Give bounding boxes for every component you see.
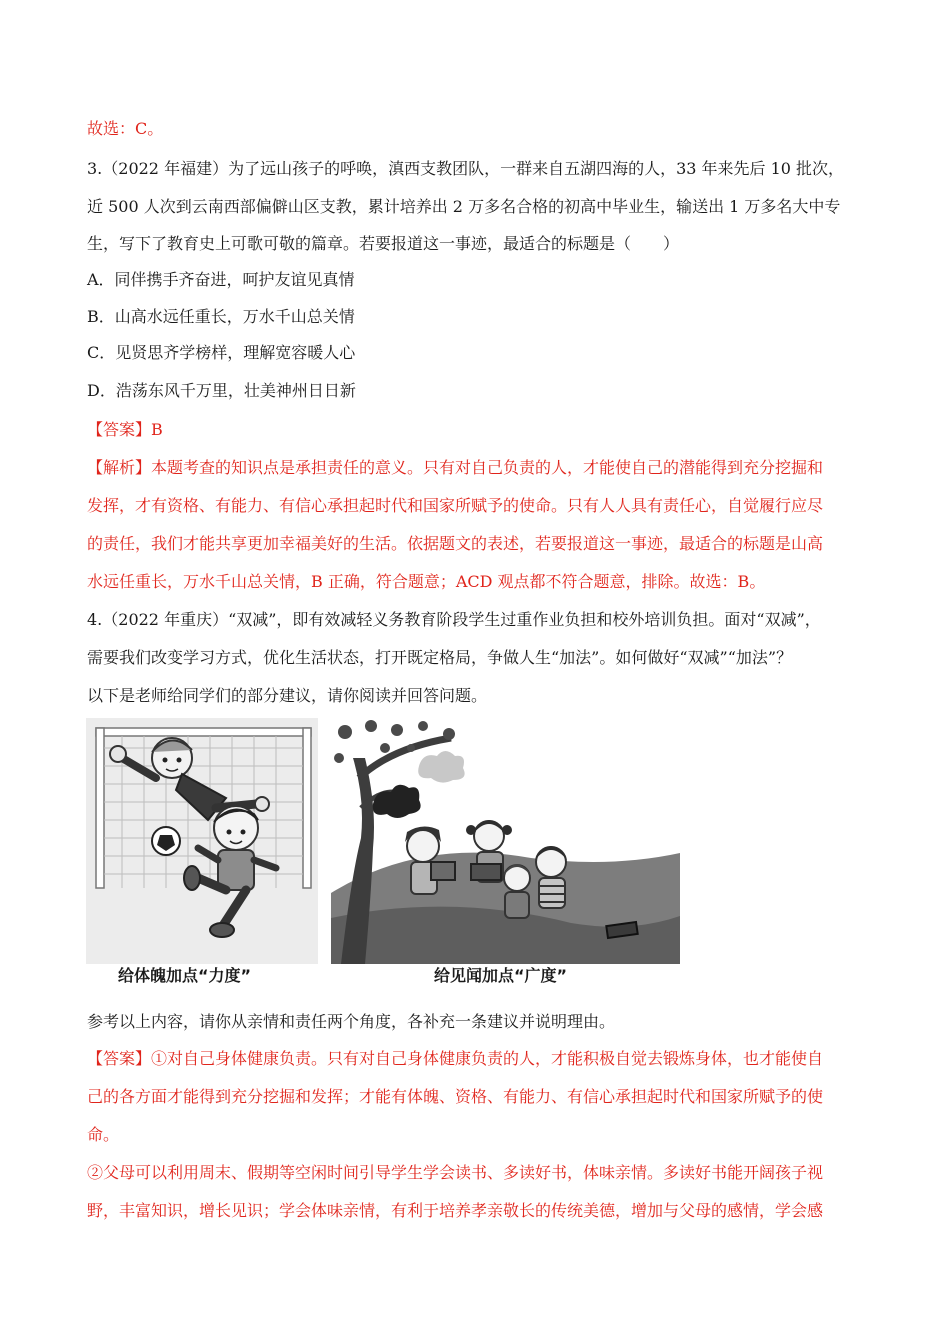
answer-3: 【答案】B	[87, 420, 163, 439]
question-4-stem-line-1: 4.（2022 年重庆）“双减”，即有效减轻义务教育阶段学生过重作业负担和校外培训负担。面对“双减”，	[87, 610, 821, 629]
figure-caption-left: 给体魄加点“力度”	[118, 966, 252, 985]
previous-answer-choice: 故选：C。	[87, 119, 164, 138]
analysis-3-line-2: 发挥，才有资格、有能力、有信心承担起时代和国家所赋予的使命。只有人人具有责任心，自觉履行应尽	[87, 496, 824, 515]
option-a: A．同伴携手齐奋进，呵护友谊见真情	[87, 270, 355, 289]
answer-4-line-4: ②父母可以利用周末、假期等空闲时间引导学生学会读书、多读好书，体味亲情。多读好书能开阔孩子视	[87, 1163, 824, 1182]
analysis-3-line-3: 的责任，我们才能共享更加幸福美好的生活。依据题文的表述，若要报道这一事迹，最适合的标题是山高	[87, 534, 824, 553]
answer-4-line-2: 己的各方面才能得到充分挖掘和发挥；才能有体魄、资格、有能力、有信心承担起时代和国家所赋予的使	[87, 1087, 824, 1106]
reading-illustration	[331, 718, 680, 964]
reading-drawing	[331, 718, 680, 964]
question-3-stem-line-3: 生，写下了教育史上可歌可敬的篇章。若要报道这一事迹，最适合的标题是（ ）	[87, 234, 680, 253]
question-4-stem-line-2: 需要我们改变学习方式，优化生活状态，打开既定格局，争做人生“加法”。如何做好“双减”“加法”？	[87, 648, 793, 667]
option-c: C．见贤思齐学榜样，理解宽容暖人心	[87, 343, 356, 362]
answer-4-line-1: 【答案】①对自己身体健康负责。只有对自己身体健康负责的人，才能积极自觉去锻炼身体，也才能使自	[87, 1049, 824, 1068]
analysis-3-line-4: 水远任重长，万水千山总关情，B 正确，符合题意；ACD 观点都不符合题意，排除。故选：B。	[87, 572, 766, 591]
figure-caption-right: 给见闻加点“广度”	[434, 966, 568, 985]
question-3-stem-line-2: 近 500 人次到云南西部偏僻山区支教，累计培养出 2 万多名合格的初高中毕业生，输送出 1 万多名大中专	[87, 197, 841, 216]
question-4-stem-line-3: 以下是老师给同学们的部分建议，请你阅读并回答问题。	[87, 686, 488, 705]
answer-4-line-3: 命。	[87, 1125, 120, 1144]
question-4-prompt: 参考以上内容，请你从亲情和责任两个角度，各补充一条建议并说明理由。	[87, 1012, 616, 1031]
question-3-stem-line-1: 3.（2022 年福建）为了远山孩子的呼唤，滇西支教团队，一群来自五湖四海的人，33 年来先后 10 批次，	[87, 159, 845, 178]
analysis-3-line-1: 【解析】本题考查的知识点是承担责任的意义。只有对自己负责的人，才能使自己的潜能得到充分挖掘和	[87, 458, 824, 477]
answer-4-line-5: 野，丰富知识，增长见识；学会体味亲情，有利于培养孝亲敬长的传统美德，增加与父母的感情，学会感	[87, 1201, 824, 1220]
soccer-drawing	[86, 718, 318, 964]
soccer-illustration	[86, 718, 318, 964]
option-b: B．山高水远任重长，万水千山总关情	[87, 307, 355, 326]
option-d: D．浩荡东风千万里，壮美神州日日新	[87, 381, 356, 400]
